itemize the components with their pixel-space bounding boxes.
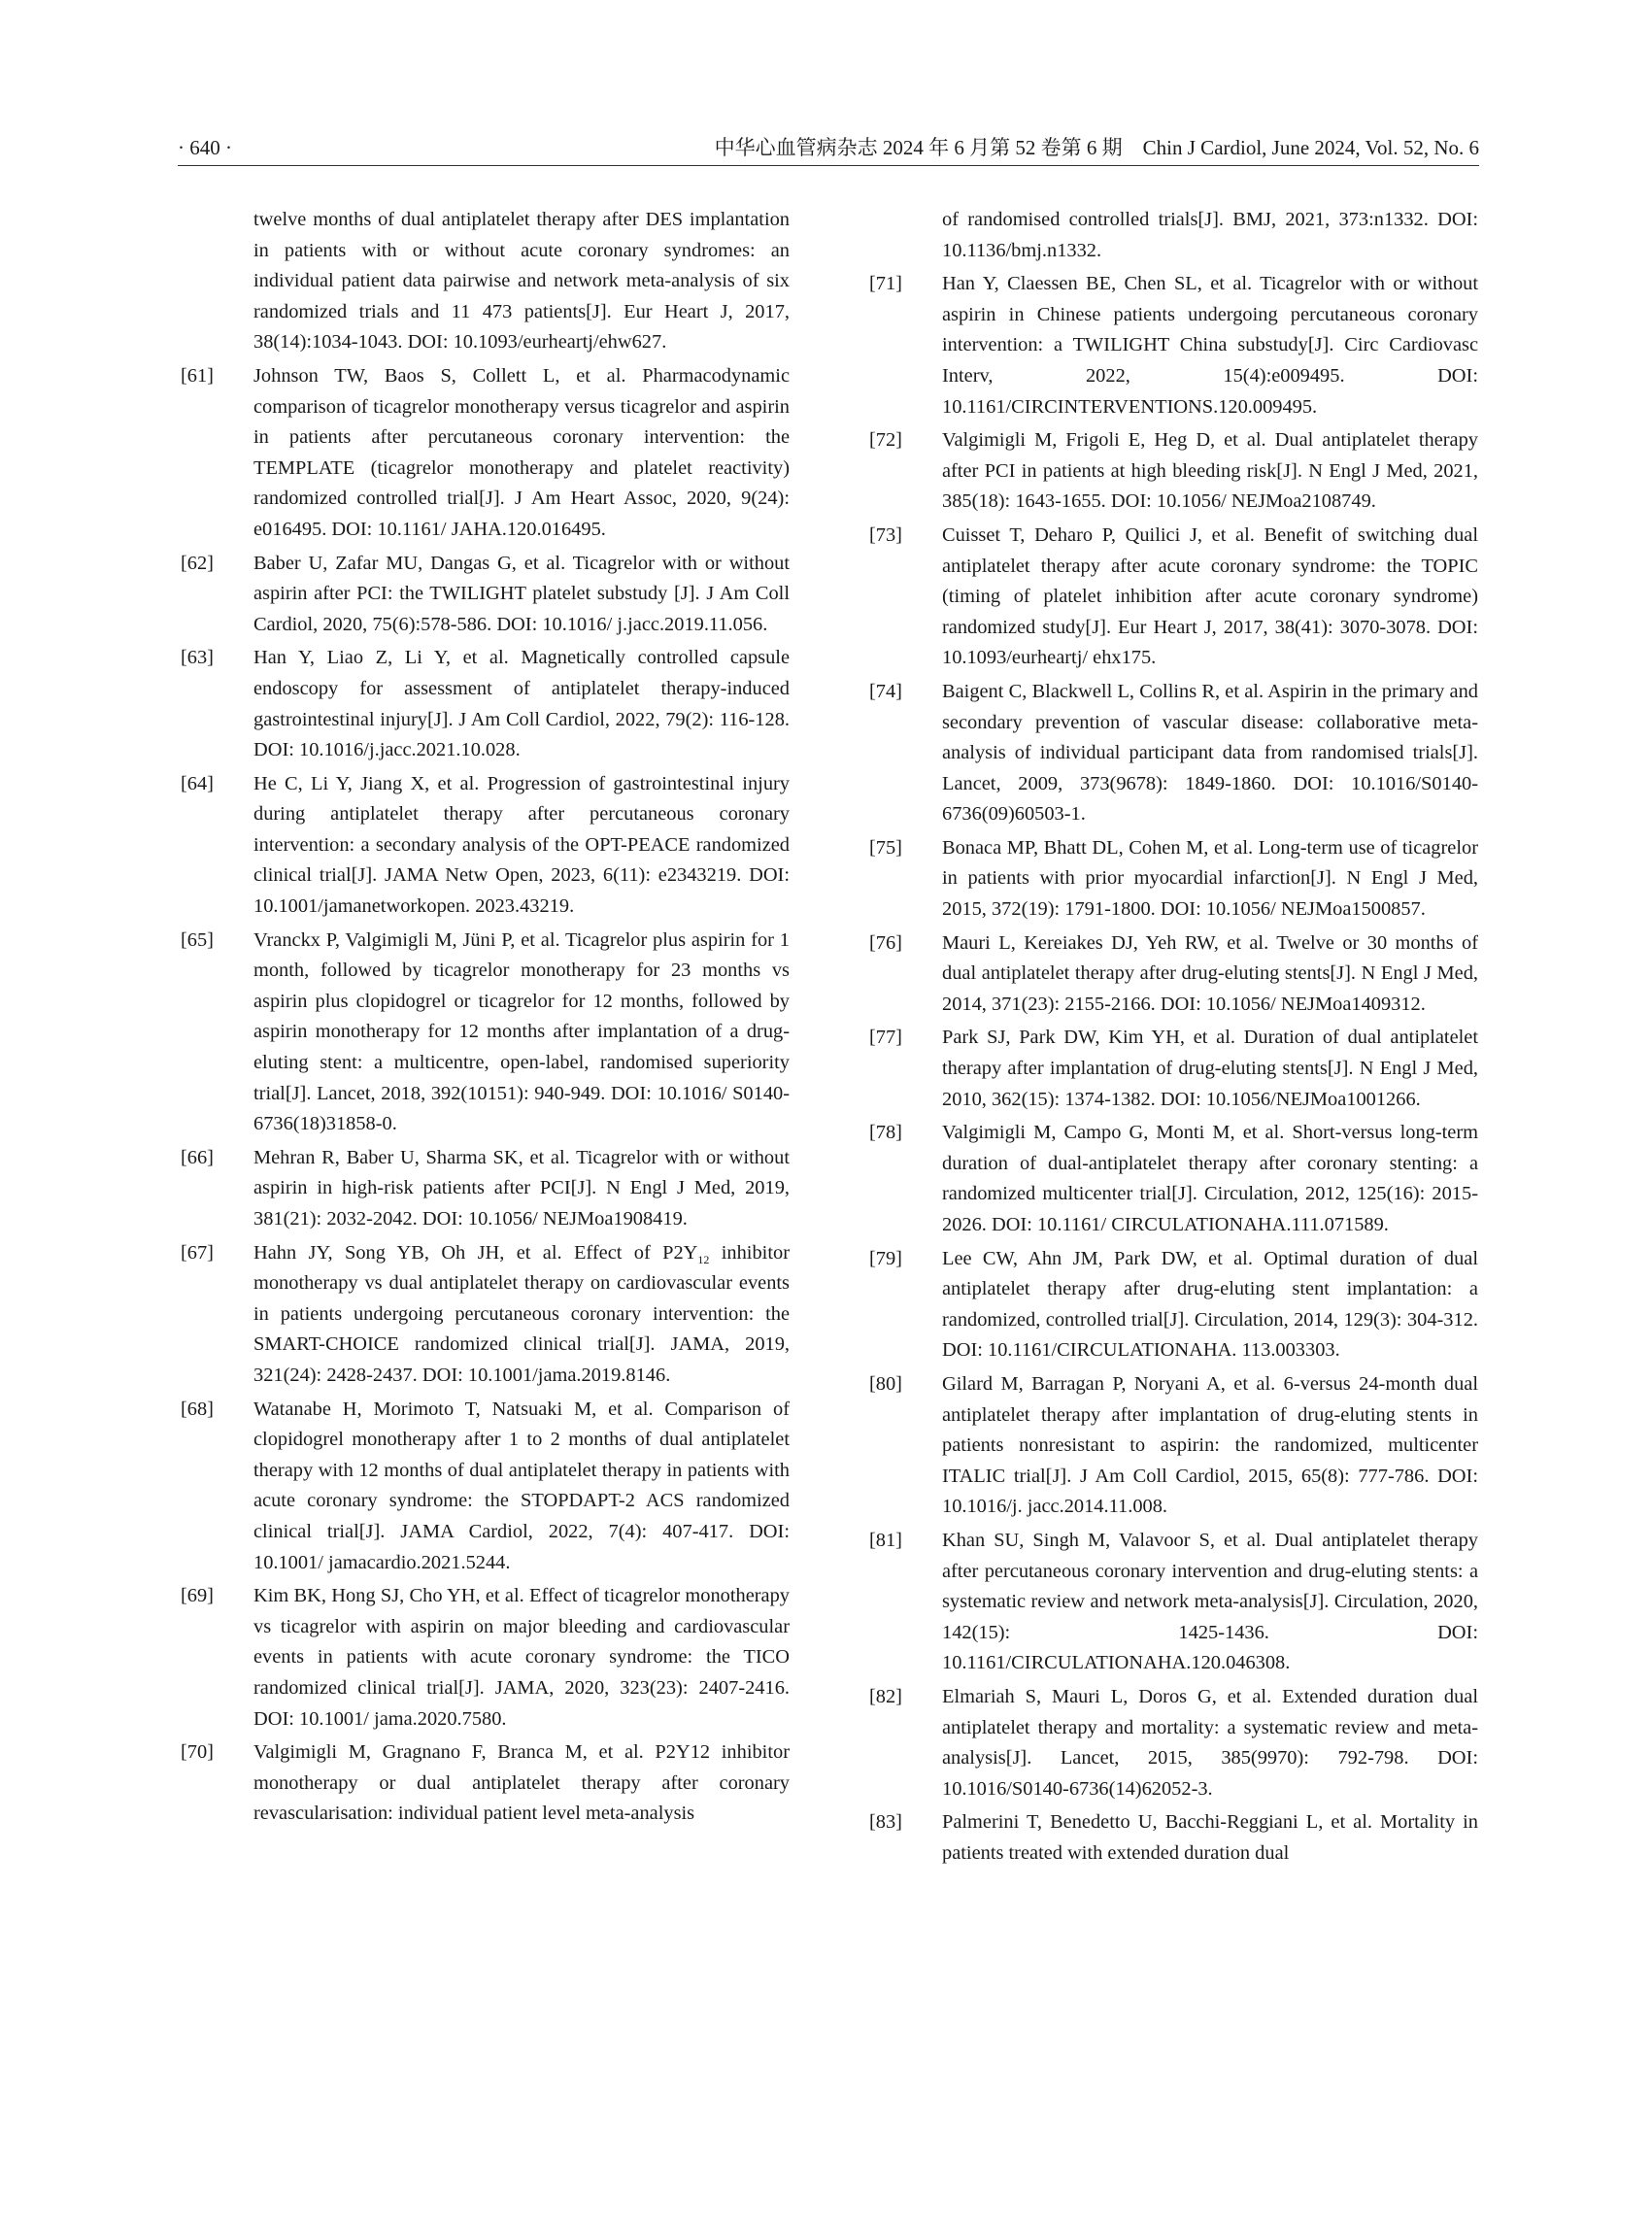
- reference-number: [66]: [181, 1146, 214, 1168]
- reference-number: [63]: [181, 647, 214, 669]
- reference-number: [64]: [181, 772, 214, 794]
- reference-entry: [869, 521, 1478, 674]
- reference-entry: [181, 926, 790, 1140]
- reference-number: [61]: [181, 364, 214, 387]
- reference-number: [81]: [869, 1529, 902, 1551]
- reference-entry: [869, 677, 1478, 830]
- reference-text: Vranckx P, Valgimigli M, Jüni P, et al. Ticagrelor plus aspirin for 1 month, followed by ticagrelor monotherapy for 23 months vs aspirin plus clopidogrel or ticagrelor for 12 months, followed by aspirin monotherapy for 12 months after implantation of a drug-eluting stent: a multicentre, open-label, randomised superiority trial[J]. Lancet, 2018, 392(10151): 940-949. DOI: 10.1016/ S0140-6736(18)31858-0.: [253, 928, 790, 1135]
- reference-entry: [181, 769, 790, 923]
- reference-entry: [869, 833, 1478, 926]
- reference-entry: [869, 1682, 1478, 1804]
- reference-text: Khan SU, Singh M, Valavoor S, et al. Dual antiplatelet therapy after percutaneous coronary intervention and drug-eluting stents: a systematic review and network meta-analysis[J]. Circulation, 2020, 142(15): 1425-1436. DOI: 10.1161/CIRCULATIONAHA.120.046308.: [942, 1529, 1478, 1674]
- reference-entry: [181, 549, 790, 641]
- journal-citation: 中华心血管病杂志 2024 年 6 月第 52 卷第 6 期 Chin J Cardiol, June 2024, Vol. 52, No. 6: [714, 136, 1479, 159]
- reference-number: [69]: [181, 1585, 214, 1607]
- right-column: [869, 205, 1478, 2089]
- reference-text: Mehran R, Baber U, Sharma SK, et al. Ticagrelor with or without aspirin in high-risk patients after PCI[J]. N Engl J Med, 2019, 381(21): 2032-2042. DOI: 10.1056/ NEJMoa1908419.: [253, 1146, 790, 1230]
- reference-number: [77]: [869, 1027, 902, 1049]
- reference-number: [74]: [869, 680, 902, 702]
- reference-number: [80]: [869, 1372, 902, 1395]
- reference-text: Cuisset T, Deharo P, Quilici J, et al. Benefit of switching dual antiplatelet therapy after acute coronary syndrome: the TOPIC (timing of platelet inhibition after acute coronary syndrome) randomized study[J]. Eur Heart J, 2017, 38(41): 3070-3078. DOI: 10.1093/eurheartj/ ehx175.: [942, 523, 1478, 669]
- reference-text: Bonaca MP, Bhatt DL, Cohen M, et al. Long-term use of ticagrelor in patients with prior myocardial infarction[J]. N Engl J Med, 2015, 372(19): 1791-1800. DOI: 10.1056/ NEJMoa1500857.: [942, 836, 1478, 921]
- running-header: [178, 134, 1479, 166]
- reference-number: [62]: [181, 552, 214, 574]
- reference-number: [82]: [869, 1685, 902, 1707]
- reference-text: Valgimigli M, Frigoli E, Heg D, et al. Dual antiplatelet therapy after PCI in patients at high bleeding risk[J]. N Engl J Med, 2021, 385(18): 1643-1655. DOI: 10.1056/ NEJMoa2108749.: [942, 429, 1478, 513]
- reference-number: [76]: [869, 931, 902, 954]
- reference-number: [73]: [869, 523, 902, 546]
- reference-text: Kim BK, Hong SJ, Cho YH, et al. Effect of ticagrelor monotherapy vs ticagrelor with aspirin on major bleeding and cardiovascular events in patients with acute coronary syndrome: the TICO randomized clinical trial[J]. JAMA, 2020, 323(23): 2407-2416. DOI: 10.1001/ jama.2020.7580.: [253, 1585, 790, 1730]
- reference-entry: [869, 1244, 1478, 1366]
- reference-number: [70]: [181, 1741, 214, 1764]
- reference-text: Valgimigli M, Campo G, Monti M, et al. Short-versus long-term duration of dual-antiplatelet therapy after coronary stenting: a randomized multicenter trial[J]. Circulation, 2012, 125(16): 2015-2026. DOI: 10.1161/ CIRCULATIONAHA.111.071589.: [942, 1122, 1478, 1235]
- reference-entry: [869, 1118, 1478, 1240]
- reference-text: of randomised controlled trials[J]. BMJ, 2021, 373:n1332. DOI: 10.1136/bmj.n1332.: [942, 209, 1478, 261]
- reference-entry: [869, 1023, 1478, 1115]
- reference-text: Park SJ, Park DW, Kim YH, et al. Duration of dual antiplatelet therapy after implantation of drug-eluting stents[J]. N Engl J Med, 2010, 362(15): 1374-1382. DOI: 10.1056/NEJMoa1001266.: [942, 1027, 1478, 1110]
- reference-text: Lee CW, Ahn JM, Park DW, et al. Optimal duration of dual antiplatelet therapy after drug-eluting stent implantation: a randomized, controlled trial[J]. Circulation, 2014, 129(3): 304-312. DOI: 10.1161/CIRCULATIONAHA. 113.003303.: [942, 1247, 1478, 1362]
- reference-text: Elmariah S, Mauri L, Doros G, et al. Extended duration dual antiplatelet therapy and mortality: a systematic review and meta-analysis[J]. Lancet, 2015, 385(9970): 792-798. DOI: 10.1016/S0140-6736(14)62052-3.: [942, 1685, 1478, 1800]
- reference-number: [67]: [181, 1241, 214, 1264]
- reference-entry: [869, 1369, 1478, 1523]
- reference-entry: [181, 361, 790, 546]
- reference-text: Mauri L, Kereiakes DJ, Yeh RW, et al. Twelve or 30 months of dual antiplatelet therapy after drug-eluting stents[J]. N Engl J Med, 2014, 371(23): 2155-2166. DOI: 10.1056/ NEJMoa1409312.: [942, 931, 1478, 1015]
- reference-text: Baber U, Zafar MU, Dangas G, et al. Ticagrelor with or without aspirin after PCI: the TWILIGHT platelet substudy [J]. J Am Coll Cardiol, 2020, 75(6):578-586. DOI: 10.1016/ j.jacc.2019.11.056.: [253, 552, 790, 635]
- reference-entry: [181, 1581, 790, 1735]
- reference-number: [75]: [869, 836, 902, 859]
- reference-text-start: Hahn JY, Song YB, Oh JH, et al. Effect of P2Y: [253, 1241, 698, 1264]
- reference-entry: [181, 1238, 790, 1392]
- reference-number: [71]: [869, 273, 902, 295]
- reference-text: inhibitor monotherapy vs dual antiplatelet therapy on cardiovascular events in patients undergoing percutaneous coronary intervention: the SMART-CHOICE randomized clinical trial[J]. JAMA, 2019, 321(24): 2428-2437. DOI: 10.1001/jama.2019.8146.: [253, 1241, 790, 1386]
- reference-text: Han Y, Liao Z, Li Y, et al. Magnetically controlled capsule endoscopy for assessment of antiplatelet therapy-induced gastrointestinal injury[J]. J Am Coll Cardiol, 2022, 79(2): 116-128. DOI: 10.1016/j.jacc.2021.10.028.: [253, 647, 790, 761]
- reference-text: Han Y, Claessen BE, Chen SL, et al. Ticagrelor with or without aspirin in Chinese patients undergoing percutaneous coronary intervention: a TWILIGHT China substudy[J]. Circ Cardiovasc Interv, 2022, 15(4):e009495. DOI: 10.1161/CIRCINTERVENTIONS.120.009495.: [942, 273, 1478, 418]
- reference-number: [65]: [181, 928, 214, 951]
- reference-text: Gilard M, Barragan P, Noryani A, et al. 6-versus 24-month dual antiplatelet therapy after implantation of drug-eluting stents in patients nonresistant to aspirin: the randomized, multicenter ITALIC trial[J]. J Am Coll Cardiol, 2015, 65(8): 777-786. DOI: 10.1016/j. jacc.2014.11.008.: [942, 1372, 1478, 1518]
- reference-number: [83]: [869, 1811, 902, 1834]
- reference-entry: [869, 1807, 1478, 1869]
- reference-text: Palmerini T, Benedetto U, Bacchi-Reggiani L, et al. Mortality in patients treated with extended duration dual: [942, 1811, 1478, 1864]
- reference-text: Johnson TW, Baos S, Collett L, et al. Pharmacodynamic comparison of ticagrelor monotherapy versus ticagrelor and aspirin in patients after percutaneous coronary intervention: the TEMPLATE (ticagrelor monotherapy and platelet reactivity) randomized controlled trial[J]. J Am Heart Assoc, 2020, 9(24): e016495. DOI: 10.1161/ JAHA.120.016495.: [253, 364, 790, 540]
- reference-text: Valgimigli M, Gragnano F, Branca M, et al. P2Y12 inhibitor monotherapy or dual antiplatelet therapy after coronary revascularisation: individual patient level meta-analysis: [253, 1741, 790, 1825]
- reference-entry: [869, 1526, 1478, 1679]
- reference-entry: [181, 1143, 790, 1235]
- reference-number: [79]: [869, 1247, 902, 1269]
- reference-entry: [181, 643, 790, 765]
- reference-text: Watanabe H, Morimoto T, Natsuaki M, et al. Comparison of clopidogrel monotherapy after 1 to 2 months of dual antiplatelet therapy with 12 months of dual antiplatelet therapy in patients with acute coronary syndrome: the STOPDAPT-2 ACS randomized clinical trial[J]. JAMA Cardiol, 2022, 7(4): 407-417. DOI: 10.1001/ jamacardio.2021.5244.: [253, 1398, 790, 1573]
- reference-number: [68]: [181, 1398, 214, 1420]
- reference-entry: [181, 205, 790, 358]
- page-number: · 640 ·: [178, 136, 232, 159]
- reference-entry: [869, 269, 1478, 422]
- reference-entry: [181, 1737, 790, 1830]
- reference-text: twelve months of dual antiplatelet therapy after DES implantation in patients with or without acute coronary syndromes: an individual patient data pairwise and network meta-analysis of six randomized trials and 11 473 patients[J]. Eur Heart J, 2017, 38(14):1034-1043. DOI: 10.1093/eurheartj/ehw627.: [253, 209, 790, 354]
- reference-entry: [869, 425, 1478, 518]
- reference-entry: [869, 205, 1478, 266]
- reference-entry: [869, 928, 1478, 1021]
- reference-text: Baigent C, Blackwell L, Collins R, et al. Aspirin in the primary and secondary prevention of vascular disease: collaborative meta-analysis of individual participant data from randomised trials[J]. Lancet, 2009, 373(9678): 1849-1860. DOI: 10.1016/S0140-6736(09)60503-1.: [942, 680, 1478, 826]
- reference-number: [78]: [869, 1122, 902, 1144]
- left-column: [181, 205, 790, 2089]
- reference-entry: [181, 1395, 790, 1579]
- reference-text: He C, Li Y, Jiang X, et al. Progression of gastrointestinal injury during antiplatelet therapy after percutaneous coronary intervention: a secondary analysis of the OPT-PEACE randomized clinical trial[J]. JAMA Netw Open, 2023, 6(11): e2343219. DOI: 10.1001/jamanetworkopen. 2023.43219.: [253, 772, 790, 918]
- reference-number: [72]: [869, 429, 902, 452]
- subscript-12: 12: [697, 1252, 710, 1266]
